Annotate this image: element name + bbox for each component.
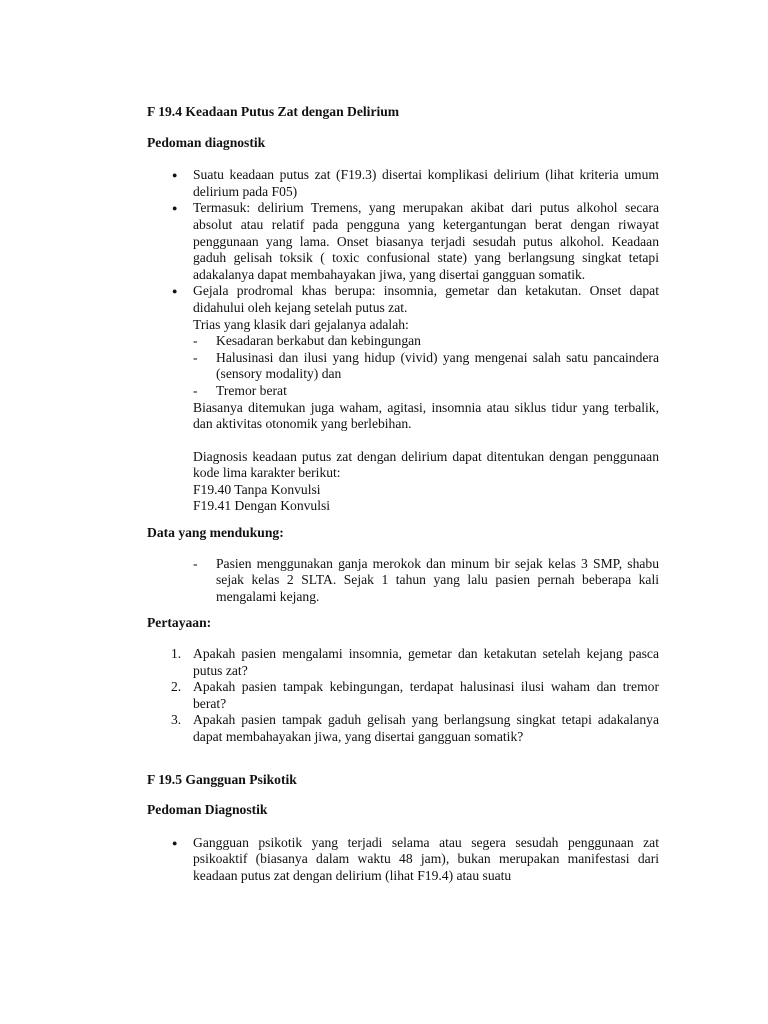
- list-item-text: Gangguan psikotik yang terjadi selama atau segera sesudah penggunaan zat psikoaktif (biasanya dalam waktu 48 jam), bukan merupakan manifestasi dari keadaan putus zat dengan delirium (lihat F19.4) atau suatu: [193, 834, 659, 883]
- section-title: F 19.5 Gangguan Psikotik: [147, 771, 297, 787]
- supporting-data-title: Data yang mendukung:: [147, 525, 284, 541]
- question-number: 3.: [171, 712, 182, 728]
- trias-intro: Trias yang klasik dari gejalanya adalah:: [193, 316, 409, 332]
- questions-list: [147, 646, 659, 746]
- question-text: Apakah pasien tampak gaduh gelisah yang berlangsung singkat tetapi adakalanya dapat membahayakan jiwa, yang disertai gangguan somatik?: [193, 712, 659, 744]
- bullet-icon: ●: [172, 286, 178, 297]
- question-text: Apakah pasien mengalami insomnia, gemetar dan ketakutan setelah kejang pasca putus zat?: [193, 646, 659, 678]
- question-number: 1.: [171, 646, 182, 662]
- trias-item: [147, 383, 659, 400]
- guideline-list: [147, 167, 659, 333]
- dash-icon: -: [193, 333, 198, 349]
- trias-item: [147, 350, 659, 383]
- bullet-icon: ●: [172, 170, 178, 181]
- code-without-convulsion: F19.40 Tanpa Konvulsi: [193, 481, 321, 497]
- supporting-item: [147, 556, 659, 606]
- bullet-icon: ●: [172, 203, 178, 214]
- list-item-text: Gejala prodromal khas berupa: insomnia, gemetar dan ketakutan. Onset dapat didahului oleh kejang setelah putus zat.: [193, 283, 659, 315]
- question-item: [147, 646, 659, 679]
- list-item: [147, 283, 659, 333]
- supporting-item-text: Pasien menggunakan ganja merokok dan minum bir sejak kelas 3 SMP, shabu sejak kelas 2 SLTA. Sejak 1 tahun yang lalu pasien pernah beberapa kali mengalami kejang.: [216, 555, 659, 604]
- question-text: Apakah pasien tampak kebingungan, terdapat halusinasi ilusi waham dan tremor berat?: [193, 679, 659, 711]
- list-item: [147, 200, 659, 283]
- list-item-text: Termasuk: delirium Tremens, yang merupakan akibat dari putus alkohol secara absolut atau relatif pada pengguna yang ketergantungan berat dengan riwayat penggunaan yang lama. Onset biasanya terjadi sesudah putus alkohol. Keadaan gaduh gelisah toksik ( toxic confusional state) yang berlangsung singkat tetapi adakalanya dapat membahayakan jiwa, yang disertai gangguan somatik.: [193, 200, 659, 282]
- question-item: [147, 679, 659, 712]
- question-item: [147, 712, 659, 745]
- document-body: [147, 104, 659, 885]
- diagnosis-text: Diagnosis keadaan putus zat dengan delirium dapat ditentukan dengan penggunaan kode lima karakter berikut:: [193, 448, 659, 481]
- trias-item-text: Kesadaran berkabut dan kebingungan: [216, 333, 421, 349]
- list-item: [147, 167, 659, 200]
- trias-item-text: Halusinasi dan ilusi yang hidup (vivid) yang mengenai salah satu pancaindera (sensory modality) dan: [216, 349, 659, 382]
- section-subtitle: Pedoman Diagnostik: [147, 802, 268, 818]
- dash-icon: -: [193, 555, 198, 571]
- list-item-text: Suatu keadaan putus zat (F19.3) disertai komplikasi delirium (lihat kriteria umum delirium pada F05): [193, 167, 659, 199]
- question-number: 2.: [171, 679, 182, 695]
- trias-item: [147, 333, 659, 350]
- code-with-convulsion: F19.41 Dengan Konvulsi: [193, 498, 331, 514]
- questions-title: Pertayaan:: [147, 615, 212, 631]
- section-title: F 19.4 Keadaan Putus Zat dengan Delirium: [147, 104, 400, 119]
- trias-item-text: Tremor berat: [216, 382, 287, 398]
- after-trias-text: Biasanya ditemukan juga waham, agitasi, insomnia atau siklus tidur yang terbalik, dan aktivitas otonomik yang berlebihan.: [193, 399, 659, 432]
- guideline-list: [147, 835, 659, 885]
- bullet-icon: ●: [172, 837, 178, 848]
- dash-icon: -: [193, 382, 198, 398]
- dash-icon: -: [193, 349, 198, 365]
- list-item: [147, 835, 659, 885]
- section-subtitle: Pedoman diagnostik: [147, 134, 266, 150]
